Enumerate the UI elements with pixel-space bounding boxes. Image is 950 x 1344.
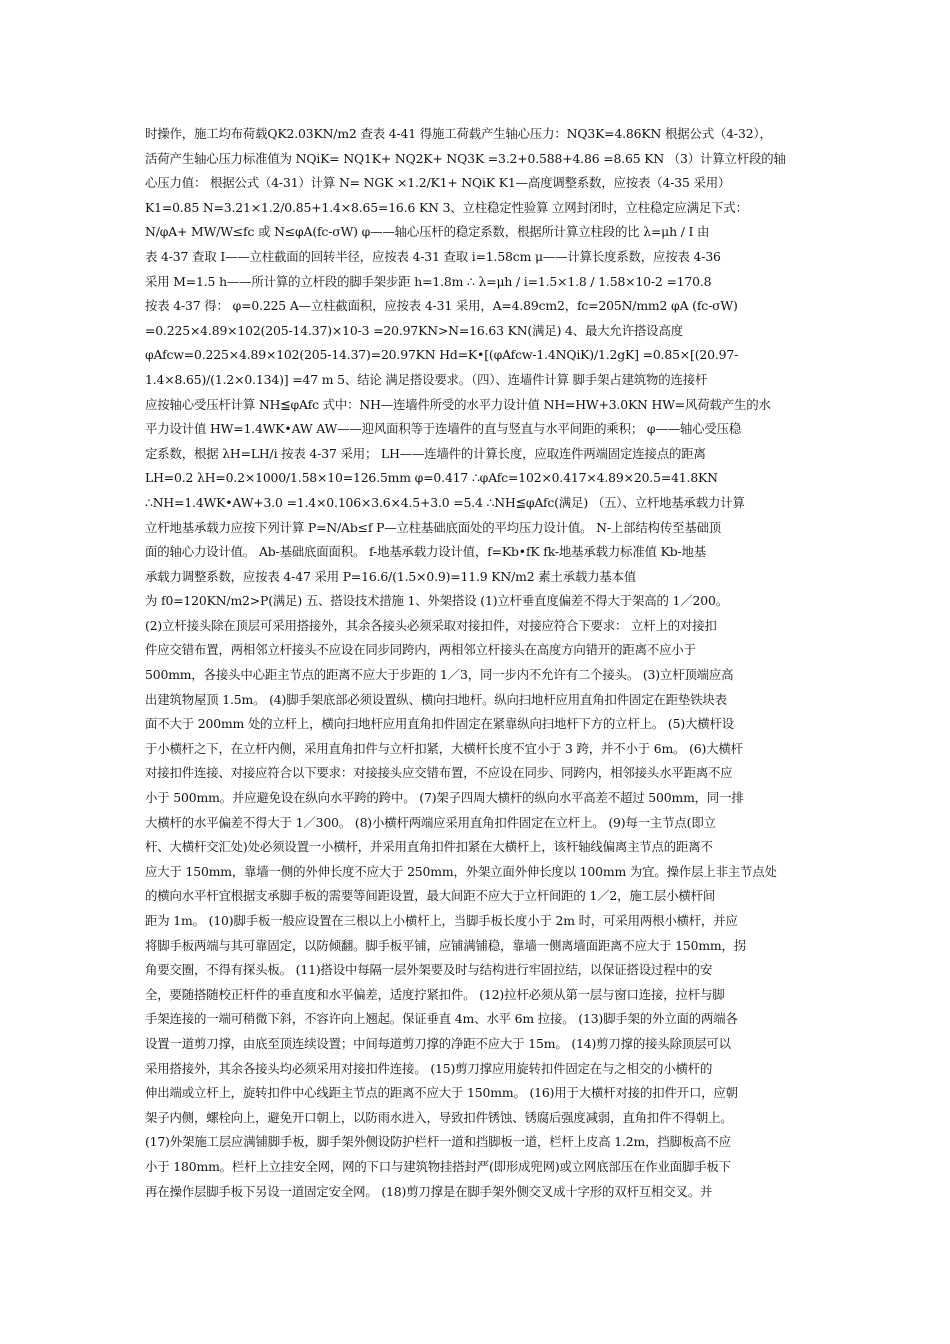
text-line: 面的轴心力设计值。 Ab-基础底面面积。 f-地基承载力设计值，f=Kb•fK fk-地基承载力标准值 Kb-地基	[145, 544, 707, 560]
text-line: 采用搭接外，其余各接头均必须采用对接扣件连接。 (15)剪刀撑应用旋转扣件固定在与之相交的小横杆的	[145, 1060, 713, 1076]
text-line: 手架连接的一端可稍微下斜，不容许向上翘起。保证垂直 4m、水平 6m 拉接。 (13)脚手架的外立面的两端各	[145, 1011, 738, 1027]
text-line: 出建筑物屋顶 1.5m。 (4)脚手架底部必须设置纵、横向扫地杆。纵向扫地杆应用直角扣件固定在距垫铁块表	[145, 691, 727, 707]
text-line: 心压力值： 根据公式（4-31）计算 N= NGK ×1.2/K1+ NQiK K1—高度调整系数，应按表（4-35 采用）	[145, 175, 731, 191]
text-line: N/φA+ MW/W≤fc 或 N≤φA(fc-σW) φ——轴心压杆的稳定系数，根据所计算立柱段的比 λ=μh / I 由	[145, 224, 710, 240]
text-line: 活荷产生轴心压力标准值为 NQiK= NQ1K+ NQ2K+ NQ3K =3.2+0.588+4.86 =8.65 KN （3）计算立杆段的轴	[145, 150, 786, 166]
text-line: 小于 500mm。并应避免设在纵向水平跨的跨中。 (7)架子四周大横杆的纵向水平高差不超过 500mm，同一排	[145, 790, 744, 806]
body-text	[145, 122, 815, 1204]
text-line: 件应交错布置，两相邻立杆接头不应设在同步同跨内，两相邻立杆接头在高度方向错开的距离不应小于	[145, 642, 696, 658]
text-line: 立杆地基承载力应按下列计算 P=N/Ab≤f P—立柱基础底面处的平均压力设计值。 N-上部结构传至基础顶	[145, 519, 722, 535]
text-line: (17)外架施工层应满铺脚手板，脚手架外侧设防护栏杆一道和挡脚板一道，栏杆上皮高 1.2m，挡脚板高不应	[145, 1134, 731, 1150]
text-line: 承载力调整系数，应按表 4-47 采用 P=16.6/(1.5×0.9)=11.9 KN/m2 素土承载力基本值	[145, 568, 637, 584]
text-line: 伸出端或立杆上，旋转扣件中心线距主节点的距离不应大于 150mm。 (16)用于大横杆对接的扣件开口，应朝	[145, 1085, 738, 1101]
text-line: 面不大于 200mm 处的立杆上，横向扫地杆应用直角扣件固定在紧靠纵向扫地杆下方的立杆上。 (5)大横杆设	[145, 716, 734, 732]
text-line: 为 f0=120KN/m2>P(满足) 五、搭设技术措施 1、外架搭设 (1)立杆垂直度偏差不得大于架高的 1／200。	[145, 593, 728, 609]
text-line: LH=0.2 λH=0.2×1000/1.58×10=126.5mm φ=0.417 ∴φAfc=102×0.417×4.89×20.5=41.8KN	[145, 470, 718, 486]
text-line: 的横向水平杆宜根据支承脚手板的需要等间距设置，最大间距不应大于立杆间距的 1／2，施工层小横杆间	[145, 888, 716, 904]
text-line: K1=0.85 N=3.21×1.2/0.85+1.4×8.65=16.6 KN 3、立柱稳定性验算 立网封闭时，立柱稳定应满足下式：	[145, 199, 748, 215]
text-line: 全，要随搭随校正杆件的垂直度和水平偏差，适度拧紧扣件。 (12)拉杆必须从第一层与窗口连接，拉杆与脚	[145, 986, 725, 1002]
text-line: 将脚手板两端与其可靠固定，以防倾翻。脚手板平铺，应铺满铺稳，靠墙一侧离墙面距离不应大于 150mm，拐	[145, 937, 747, 953]
text-line: 对接扣件连接、对接应符合以下要求：对接接头应交错布置，不应设在同步、同跨内，相邻接头水平距离不应	[145, 765, 733, 781]
text-line: 小于 180mm。栏杆上立挂安全网，网的下口与建筑物挂搭封严(即形成兜网)或立网底部压在作业面脚手板下	[145, 1158, 731, 1174]
text-line: φAfcw=0.225×4.89×102(205-14.37)=20.97KN Hd=K•[(φAfcw-1.4NQiK)/1.2gK] =0.85×[(20.97-	[145, 347, 739, 363]
text-line: 500mm，各接头中心距主节点的距离不应大于步距的 1／3，同一步内不允许有二个接头。 (3)立杆顶端应高	[145, 667, 734, 683]
text-line: 时操作，施工均布荷载QK2.03KN/m2 查表 4-41 得施工荷载产生轴心压力：NQ3K=4.86KN 根据公式（4-32），	[145, 126, 772, 141]
text-line: 杆、大横杆交汇处)处必须设置一小横杆，并采用直角扣件扣紧在大横杆上，该杆轴线偏离主节点的距离不	[145, 839, 713, 855]
text-line: 架子内侧，螺栓向上，避免开口朝上，以防雨水进入，导致扣件锈蚀、锈腐后强度减弱，直角扣件不得朝上。	[145, 1109, 733, 1125]
text-line: =0.225×4.89×102(205-14.37)×10-3 =20.97KN>N=16.63 KN(满足) 4、最大允许搭设高度	[145, 322, 683, 338]
text-line: 设置一道剪刀撑，由底至顶连续设置；中间每道剪刀撑的净距不应大于 15m。 (14)剪刀撑的接头除顶层可以	[145, 1035, 731, 1051]
text-line: 定系数，根据 λH=LH/i 按表 4-37 采用； LH——连墙件的计算长度，应取连件两端固定连接点的距离	[145, 445, 706, 461]
text-line: 应大于 150mm，靠墙一侧的外伸长度不应大于 250mm，外架立面外伸长度以 100mm 为宜。操作层上非主节点处	[145, 863, 777, 879]
text-line: ∴NH=1.4WK•AW+3.0 =1.4×0.106×3.6×4.5+3.0 =5.4 ∴NH≦φAfc(满足) （五）、立杆地基承载力计算	[145, 494, 745, 510]
text-line: 再在操作层脚手板下另设一道固定安全网。 (18)剪刀撑是在脚手架外侧交叉成十字形的双杆互相交叉。并	[145, 1183, 713, 1199]
text-line: 角要交圈，不得有探头板。 (11)搭设中每隔一层外架要及时与结构进行牢固拉结，以保证搭设过程中的安	[145, 962, 713, 978]
text-line: (2)立杆接头除在顶层可采用搭接外，其余各接头必须采取对接扣件，对接应符合下要求： 立杆上的对接扣	[145, 617, 717, 633]
text-line: 平力设计值 HW=1.4WK•AW AW——迎风面积等于连墙件的直与竖直与水平间距的乘积； φ——轴心受压稳	[145, 421, 742, 437]
text-line: 大横杆的水平偏差不得大于 1／300。 (8)小横杆两端应采用直角扣件固定在立杆上。 (9)每一主节点(即立	[145, 814, 716, 830]
text-line: 距为 1m。 (10)脚手板一般应设置在三根以上小横杆上，当脚手板长度小于 2m 时，可采用两根小横杆，并应	[145, 913, 738, 928]
text-line: 采用 M=1.5 h——所计算的立杆段的脚手架步距 h=1.8m ∴ λ=μh / i=1.5×1.8 / 1.58×10-2 =170.8	[145, 273, 712, 289]
text-line: 于小横杆之下，在立杆内侧，采用直角扣件与立杆扣紧，大横杆长度不宜小于 3 跨，并不小于 6m。 (6)大横杆	[145, 740, 743, 756]
text-line: 1.4×8.65)/(1.2×0.134)] =47 m 5、结论 满足搭设要求。（四）、连墙件计算 脚手架占建筑物的连接杆	[145, 371, 708, 387]
text-line: 表 4-37 查取 I——立柱截面的回转半径，应按表 4-31 查取 i=1.58cm μ——计算长度系数，应按表 4-36	[145, 248, 721, 264]
text-line: 应按轴心受压杆计算 NH≦φAfc 式中：NH—连墙件所受的水平力设计值 NH=HW+3.0KN HW=风荷载产生的水	[145, 396, 771, 412]
text-line: 按表 4-37 得： φ=0.225 A—立柱截面积，应按表 4-31 采用，A=4.89cm2，fc=205N/mm2 φA (fc-σW)	[145, 298, 738, 314]
